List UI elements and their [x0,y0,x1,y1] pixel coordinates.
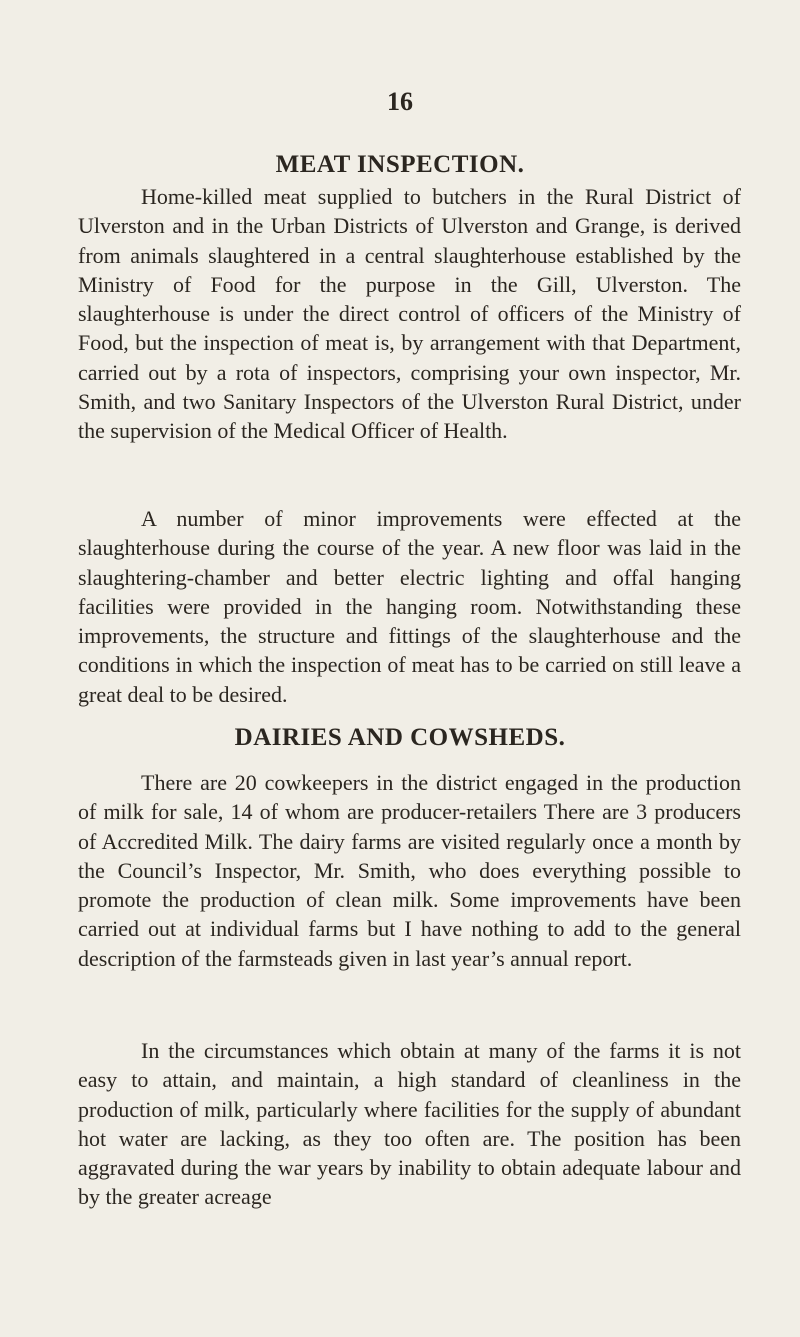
paragraph-cleanliness: In the circumstances which obtain at many of the farms it is not easy to attain, and maintain, a high standard of cleanliness in the production of milk, particularly where facilities for the supply of abundant hot water are lacking, as they too often are. The position has been aggravated during the war years by inability to obtain adequate labour and by the greater acreage [78,1038,741,1210]
page-number: 16 [387,87,413,116]
section-heading-dairies-cowsheds: DAIRIES AND COWSHEDS. [234,724,566,751]
paragraph-slaughterhouse: Home-killed meat supplied to butchers in the Rural District of Ulverston and in the Urban Districts of Ulverston and Grange, is derived from animals slaughtered in a central slaughterhouse established by the Ministry of Food for the purpose in the Gill, Ulverston. The slaughterhouse is under the direct control of officers of the Ministry of Food, but the inspection of meat is, by arrangement with that Department, carried out by a rota of inspectors, comprising your own inspector, Mr. Smith, and two Sanitary Inspectors of the Ulverston Rural District, under the supervision of the Medical Officer of Health. [78,184,741,444]
section-heading-meat-inspection: MEAT INSPECTION. [275,151,525,178]
paragraph-cowkeepers: There are 20 cowkeepers in the district engaged in the production of milk for sale, 14 of whom are producer-retailers There are 3 producers of Accredited Milk. The dairy farms are visited regularly once a month by the Council’s Inspector, Mr. Smith, who does everything possible to promote the production of clean milk. Some improvements have been carried out at individual farms but I have nothing to add to the general description of the farmsteads given in last year’s annual report. [78,770,741,971]
paragraph-improvements: A number of minor improvements were effected at the slaughterhouse during the course of the year. A new floor was laid in the slaughtering-chamber and better electric lighting and offal hanging facilities were provided in the hanging room. Notwithstanding these improvements, the structure and fittings of the slaughterhouse and the conditions in which the inspection of meat has to be carried on still leave a great deal to be desired. [78,506,741,707]
